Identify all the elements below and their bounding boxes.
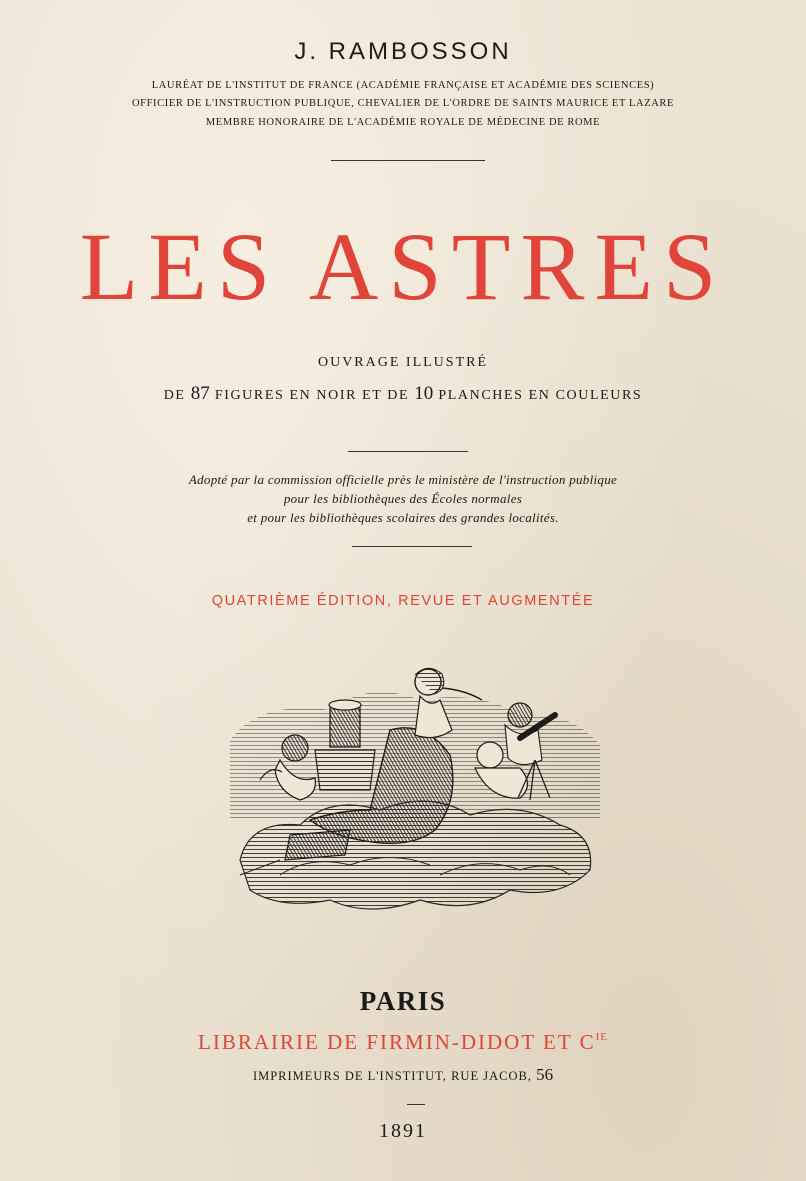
divider-rule [348, 451, 468, 452]
publisher-name [0, 1030, 806, 1055]
subtitle-de: DE [163, 388, 186, 403]
author-credential-1: LAURÉAT DE L'INSTITUT DE FRANCE (ACADÉMIE FRANÇAISE ET ACADÉMIE DES SCIENCES) [151, 80, 655, 91]
publisher-superscript: IE [595, 1031, 608, 1043]
figures-count: 87 [190, 383, 210, 404]
subtitle-end: PLANCHES EN COULEURS [438, 388, 643, 403]
author-credential-2: OFFICIER DE L'INSTRUCTION PUBLIQUE, CHEVALIER DE L'ORDRE DE SAINTS MAURICE ET LAZARE [131, 98, 675, 109]
author-credential-3: MEMBRE HONORAIRE DE L'ACADÉMIE ROYALE DE MÉDECINE DE ROME [205, 117, 601, 128]
printer-address [0, 1065, 806, 1085]
adoption-line-3: et pour les bibliothèques scolaires des grandes localités. [247, 510, 559, 525]
plates-count: 10 [414, 383, 434, 404]
adoption-line-1: Adopté par la commission officielle près le ministère de l'instruction publique [188, 472, 618, 487]
subtitle-line-1: OUVRAGE ILLUSTRÉ [317, 355, 489, 370]
divider-rule [352, 546, 472, 547]
publisher-text: LIBRAIRIE DE FIRMIN-DIDOT ET C [198, 1030, 596, 1054]
printer-street-number: 56 [536, 1065, 554, 1084]
edition-statement: QUATRIÈME ÉDITION, REVUE ET AUGMENTÉE [211, 593, 595, 609]
divider-rule [407, 1104, 425, 1105]
book-title: LES ASTRES [79, 213, 727, 320]
subtitle-middle: FIGURES EN NOIR ET DE [214, 388, 410, 403]
printer-text: IMPRIMEURS DE L'INSTITUT, RUE JACOB, [252, 1069, 532, 1083]
divider-rule [331, 160, 485, 161]
publication-year: 1891 [379, 1120, 427, 1142]
adoption-line-2: pour les bibliothèques des Écoles normales [283, 491, 523, 506]
author-name: J. RAMBOSSON [294, 38, 512, 65]
engraved-vignette-illustration [220, 660, 610, 920]
publication-city: PARIS [359, 986, 447, 1016]
subtitle-line-2 [0, 383, 806, 405]
